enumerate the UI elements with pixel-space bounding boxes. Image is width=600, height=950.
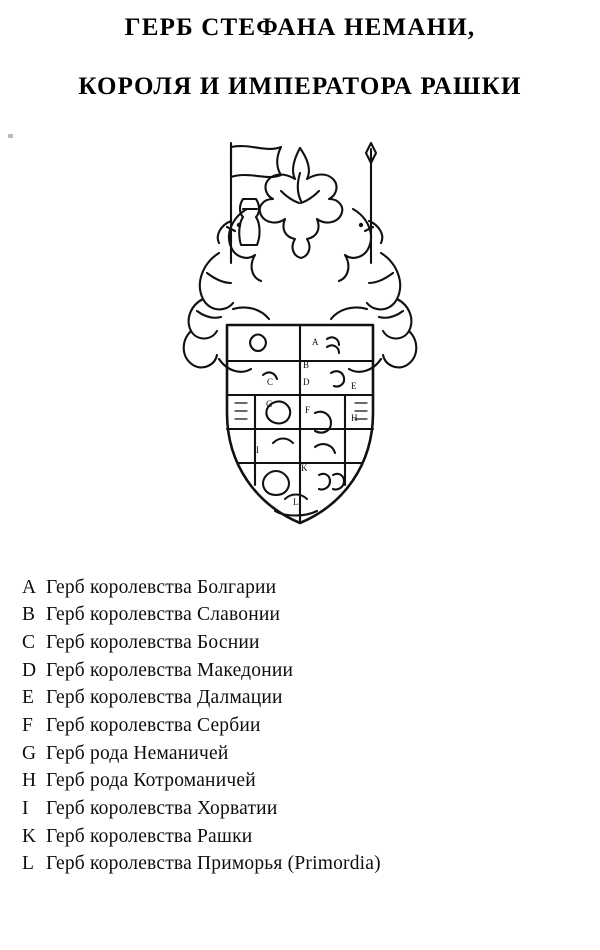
title-line-2: КОРОЛЯ И ИМПЕРАТОРА РАШКИ <box>78 72 522 100</box>
legend-text: Герб королевства Хорватии <box>46 798 278 819</box>
shield-label-k: K <box>301 462 308 473</box>
legend-text: Герб королевства Боснии <box>46 631 260 653</box>
legend-item <box>22 574 582 602</box>
shield-label-a: A <box>312 336 319 347</box>
shield-label-g: G <box>266 398 273 409</box>
legend-text: Герб королевства Славонии <box>46 604 281 626</box>
legend-item <box>22 712 582 740</box>
legend-text: Герб королевства Болгарии <box>46 576 277 598</box>
legend-item <box>22 629 582 657</box>
emblem-figure <box>0 108 600 568</box>
legend-item <box>22 767 582 795</box>
shield-label-h: H <box>351 412 358 423</box>
legend-key: K <box>22 825 37 847</box>
legend-text: Герб королевства Македонии <box>46 659 294 681</box>
legend-key: I <box>22 798 29 819</box>
legend-text: Герб королевства Приморья (Primordia) <box>46 853 381 875</box>
legend-key: C <box>22 631 36 653</box>
coat-of-arms-engraving <box>115 113 485 563</box>
legend-item <box>22 795 582 823</box>
legend-key: L <box>22 853 35 875</box>
legend-text: Герб королевства Рашки <box>46 825 253 847</box>
legend-key: E <box>22 687 35 709</box>
legend-item <box>22 601 582 629</box>
title-line-1: ГЕРБ СТЕФАНА НЕМАНИ, <box>124 14 476 41</box>
shield-label-e: E <box>351 380 357 391</box>
legend-key: G <box>22 742 37 764</box>
shield-label-i: I <box>256 444 259 455</box>
shield-label-f: F <box>305 404 311 415</box>
legend-key: H <box>22 770 37 792</box>
legend-text: Герб рода Котроманичей <box>46 770 256 792</box>
legend-key: F <box>22 714 34 736</box>
legend-list <box>22 574 582 879</box>
legend-key: D <box>22 659 37 681</box>
shield-label-b: B <box>303 359 310 370</box>
legend-item <box>22 657 582 685</box>
legend-key: A <box>22 576 37 598</box>
legend-text: Герб рода Неманичей <box>46 742 229 764</box>
legend-item <box>22 740 582 768</box>
shield-label-l: L <box>293 496 299 507</box>
legend-text: Герб королевства Сербии <box>46 714 261 736</box>
legend-item <box>22 684 582 712</box>
document-title <box>0 0 600 102</box>
legend-key: B <box>22 604 36 626</box>
legend-item <box>22 850 582 878</box>
legend-text: Герб королевства Далмации <box>46 687 283 709</box>
shield-label-c: C <box>267 376 274 387</box>
shield-label-d: D <box>303 376 310 387</box>
legend-item <box>22 823 582 851</box>
